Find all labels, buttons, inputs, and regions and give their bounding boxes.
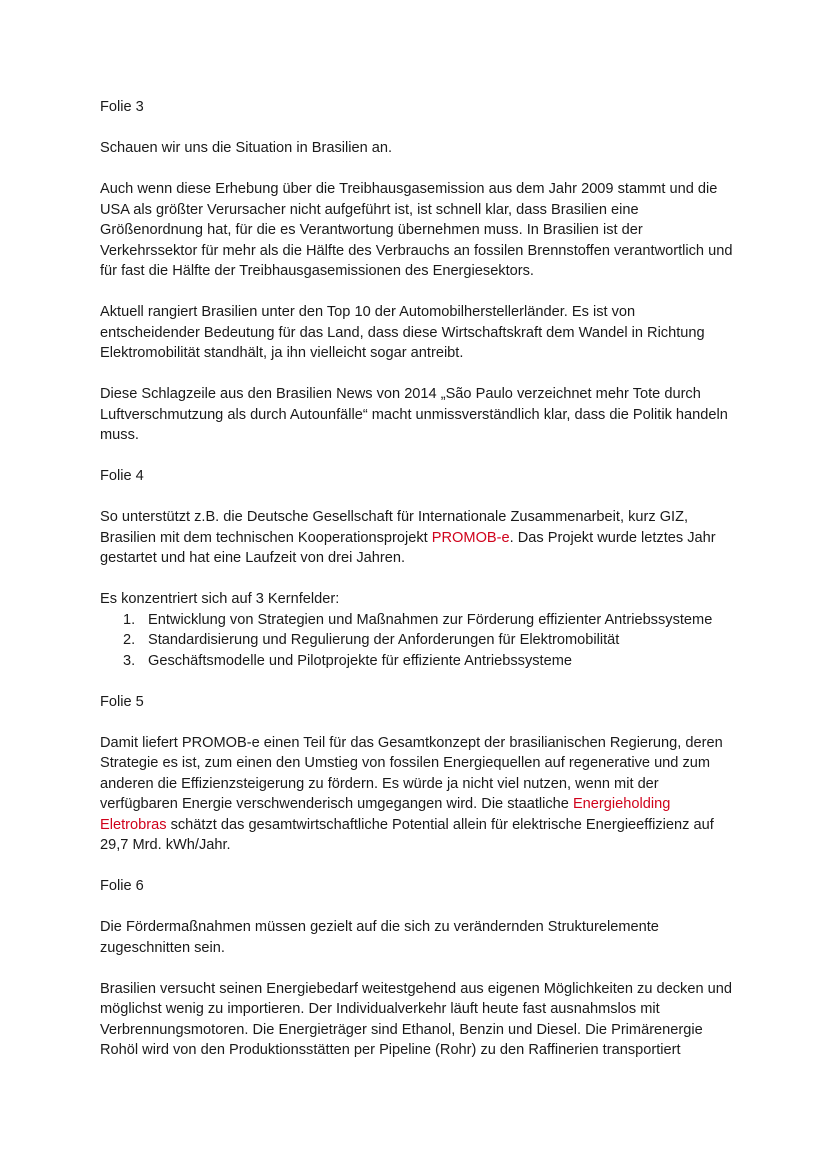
list-item-text: Standardisierung und Regulierung der Anforderungen für Elektromobilität <box>148 632 620 648</box>
list-intro: Es konzentriert sich auf 3 Kernfelder: <box>100 591 340 607</box>
highlight-promob-e: PROMOB-e <box>431 529 510 546</box>
list-item-number: 2. <box>123 632 136 648</box>
list-item <box>123 610 738 631</box>
list-item-number: 3. <box>123 652 136 669</box>
giz-text-after: . Das Projekt wurde letztes Jahr gestartet und hat eine Laufzeit von drei Jahren. <box>100 529 716 566</box>
paragraph-energy-demand: Brasilien versucht seinen Energiebedarf weitestgehend aus eigenen Möglichkeiten zu decken und möglichst wenig zu importieren. Der Individualverkehr läuft heute fast ausnahmslos mit Verbrennungsmotoren. Die Energieträger sind Ethanol, Benzin und Diesel. Die Primärenergie Rohöl wird von den Produktionsstätten per Pipeline (Rohr) zu den Raffinerien transportiert <box>100 980 732 1058</box>
heading-folie-4: Folie 4 <box>100 468 144 484</box>
list-item-text: Geschäftsmodelle und Pilotprojekte für effiziente Antriebssysteme <box>148 652 572 669</box>
heading-folie-5: Folie 5 <box>100 693 144 710</box>
paragraph-emissions: Auch wenn diese Erhebung über die Treibhausgasemission aus dem Jahr 2009 stammt und die USA als größter Verursacher nicht aufgeführt ist, ist schnell klar, dass Brasilien eine Größenordnung hat, für die es Verantwortung übernehmen muss. In Brasilien ist der Verkehrssektor für mehr als die Hälfte des Verbrauchs an fossilen Brennstoffen verantwortlich und für fast die Hälfte der Treibhausgasemissionen des Energiesektors. <box>100 181 733 279</box>
list-item <box>123 651 738 672</box>
highlight-eletrobras: Energieholding Eletrobras <box>100 796 671 833</box>
list-item-number: 1. <box>123 611 136 628</box>
paragraph-strategy <box>100 733 738 856</box>
paragraph-situation-intro: Schauen wir uns die Situation in Brasilien an. <box>100 140 393 156</box>
heading-folie-6: Folie 6 <box>100 878 144 894</box>
heading-folie-3: Folie 3 <box>100 99 144 115</box>
paragraph-automotive: Aktuell rangiert Brasilien unter den Top 10 der Automobilherstellerländer. Es ist von entscheidender Bedeutung für das Land, dass diese Wirtschaftskraft dem Wandel in Richtung Elektromobilität standhält, ja ihn vielleicht sogar antreibt. <box>100 304 705 361</box>
paragraph-headline: Diese Schlagzeile aus den Brasilien News von 2014 „São Paulo verzeichnet mehr Tote durch Luftverschmutzung als durch Autounfälle“ macht unmissverständlich klar, dass die Politik handeln muss. <box>100 386 728 443</box>
paragraph-giz <box>100 507 738 569</box>
paragraph-funding: Die Fördermaßnahmen müssen gezielt auf die sich zu verändernden Strukturelemente zugeschnitten sein. <box>100 919 659 956</box>
core-fields-list <box>100 589 738 671</box>
strategy-text-before: Damit liefert PROMOB-e einen Teil für das Gesamtkonzept der brasilianischen Regierung, deren Strategie es ist, zum einen den Umstieg von fossilen Energiequellen auf regenerative und zum anderen die Effizienzsteigerung zu fördern. Es würde ja nicht viel nutzen, wenn mit der verfügbaren Energie verschwenderisch umgegangen wird. Die staatliche <box>100 734 723 812</box>
giz-text-before: So unterstützt z.B. die Deutsche Gesellschaft für Internationale Zusammenarbeit, kurz GIZ, Brasilien mit dem technischen Kooperationsprojekt <box>100 509 689 546</box>
list-item <box>123 630 738 651</box>
list-item-text: Entwicklung von Strategien und Maßnahmen zur Förderung effizienter Antriebssysteme <box>148 611 713 628</box>
strategy-text-after: schätzt das gesamtwirtschaftliche Potential allein für elektrische Energieeffizienz auf 29,7 Mrd. kWh/Jahr. <box>100 816 714 853</box>
